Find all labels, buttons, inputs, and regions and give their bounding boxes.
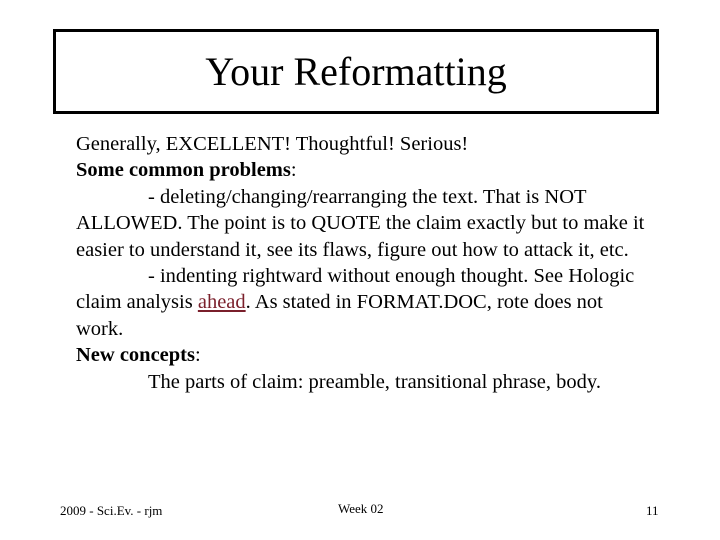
slide-title: Your Reformatting xyxy=(205,48,507,94)
common-problems-label: Some common problems xyxy=(76,159,291,182)
ahead-link[interactable]: ahead xyxy=(197,291,246,314)
slide-body xyxy=(76,131,646,395)
problem-1: - deleting/changing/rearranging the text. That is NOT ALLOWED. The point is to QUOTE the claim exactly but to make it easier to understand it, see its flaws, figure out how to attack it, etc. xyxy=(76,185,645,261)
problem-2-text-after: . As stated in FORMAT.DOC, rote does not work. xyxy=(76,291,603,340)
title-box xyxy=(53,29,659,114)
new-concepts-label: New concepts xyxy=(76,344,195,367)
common-problems-colon: : xyxy=(290,159,297,182)
slide-number: 11 xyxy=(646,503,659,518)
footer-center: Week 02 xyxy=(338,501,384,516)
new-concepts-text: The parts of claim: preamble, transitional phrase, body. xyxy=(148,370,601,393)
footer-left: 2009 - Sci.Ev. - rjm xyxy=(60,503,163,518)
common-problems-heading xyxy=(76,157,646,183)
new-concepts-heading xyxy=(76,342,646,368)
problem-2 xyxy=(76,263,646,342)
problem-2-text-before: - indenting rightward without enough thought. See Hologic claim analysis xyxy=(76,265,635,314)
new-concepts-colon: : xyxy=(195,344,201,367)
general-feedback-line: Generally, EXCELLENT! Thoughtful! Serious! xyxy=(76,133,469,155)
